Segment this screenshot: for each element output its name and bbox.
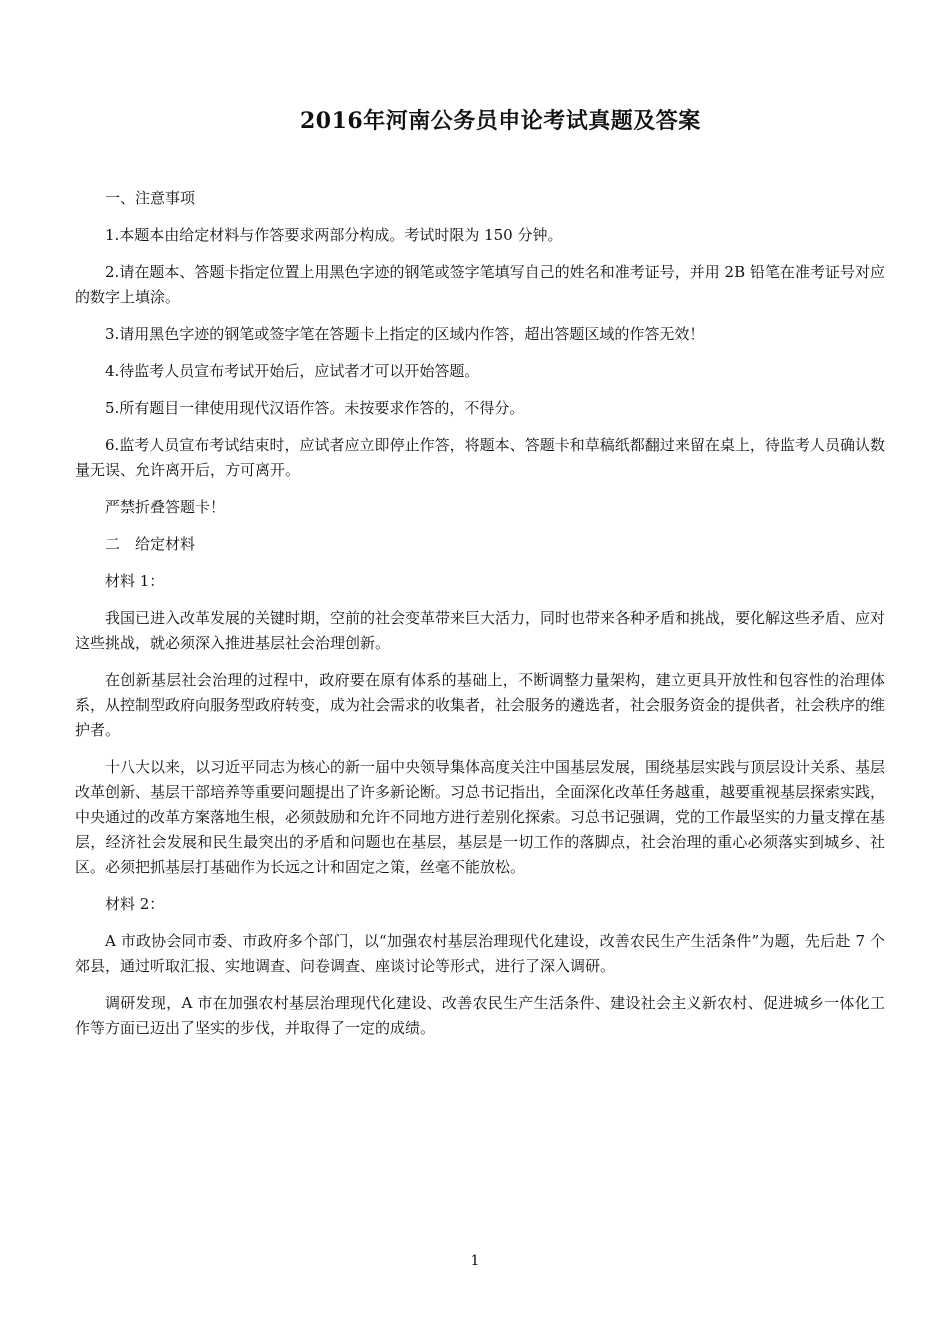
page-number: 1: [470, 1253, 480, 1269]
notice-item-3: 3.请用黑色字迹的钢笔或签字笔在答题卡上指定的区域内作答，超出答题区域的作答无效！: [105, 325, 705, 343]
material-2-paragraph-1: A 市政协会同市委、市政府多个部门，以“加强农村基层治理现代化建设，改善农民生产生活条件”为题，先后赴 7 个郊县，通过听取汇报、实地调查、问卷调查、座谈讨论等形式，进行了深入调研。: [75, 932, 885, 975]
section-heading-notes: 一、注意事项: [105, 189, 196, 207]
notice-item-1: 1.本题本由给定材料与作答要求两部分构成。考试时限为 150 分钟。: [105, 226, 563, 244]
notice-item-4: 4.待监考人员宣布考试开始后，应试者才可以开始答题。: [105, 362, 480, 380]
notice-item-6: 6.监考人员宣布考试结束时，应试者应立即停止作答，将题本、答题卡和草稿纸都翻过来留在桌上，待监考人员确认数量无误、允许离开后，方可离开。: [75, 436, 885, 479]
material-1-heading: 材料 1：: [105, 572, 165, 590]
material-1-paragraph-1: 我国已进入改革发展的关键时期，空前的社会变革带来巨大活力，同时也带来各种矛盾和挑战，要化解这些矛盾、应对这些挑战，就必须深入推进基层社会治理创新。: [75, 609, 886, 652]
document-body: [75, 186, 885, 1053]
material-2-heading: 材料 2：: [105, 895, 165, 913]
notice-item-2: 2.请在题本、答题卡指定位置上用黑色字迹的钢笔或签字笔填写自己的姓名和准考证号，并用 2B 铅笔在准考证号对应的数字上填涂。: [75, 263, 885, 306]
section-heading-materials: 二 给定材料: [105, 535, 196, 553]
material-1-paragraph-2: 在创新基层社会治理的过程中，政府要在原有体系的基础上，不断调整力量架构，建立更具开放性和包容性的治理体系，从控制型政府向服务型政府转变，成为社会需求的收集者，社会服务的遴选者，社会服务资金的提供者，社会秩序的维护者。: [75, 671, 886, 739]
material-1-paragraph-3: 十八大以来，以习近平同志为核心的新一届中央领导集体高度关注中国基层发展，围绕基层实践与顶层设计关系、基层改革创新、基层干部培养等重要问题提出了许多新论断。习总书记指出，全面深化改革任务越重，越要重视基层探索实践，中央通过的改革方案落地生根，必须鼓励和允许不同地方进行差别化探索。习总书记强调，党的工作最坚实的力量支撑在基层，经济社会发展和民生最突出的矛盾和问题也在基层，基层是一切工作的落脚点，社会治理的重心必须落实到城乡、社区。必须把抓基层打基础作为长远之计和固定之策，丝毫不能放松。: [75, 758, 886, 876]
document-title: 2016年河南公务员申论考试真题及答案: [300, 108, 701, 134]
notice-warning: 严禁折叠答题卡！: [105, 498, 226, 516]
material-2-paragraph-2: 调研发现，A 市在加强农村基层治理现代化建设、改善农民生产生活条件、建设社会主义新农村、促进城乡一体化工作等方面已迈出了坚实的步伐，并取得了一定的成绩。: [75, 994, 885, 1037]
notice-item-5: 5.所有题目一律使用现代汉语作答。未按要求作答的，不得分。: [105, 399, 525, 417]
